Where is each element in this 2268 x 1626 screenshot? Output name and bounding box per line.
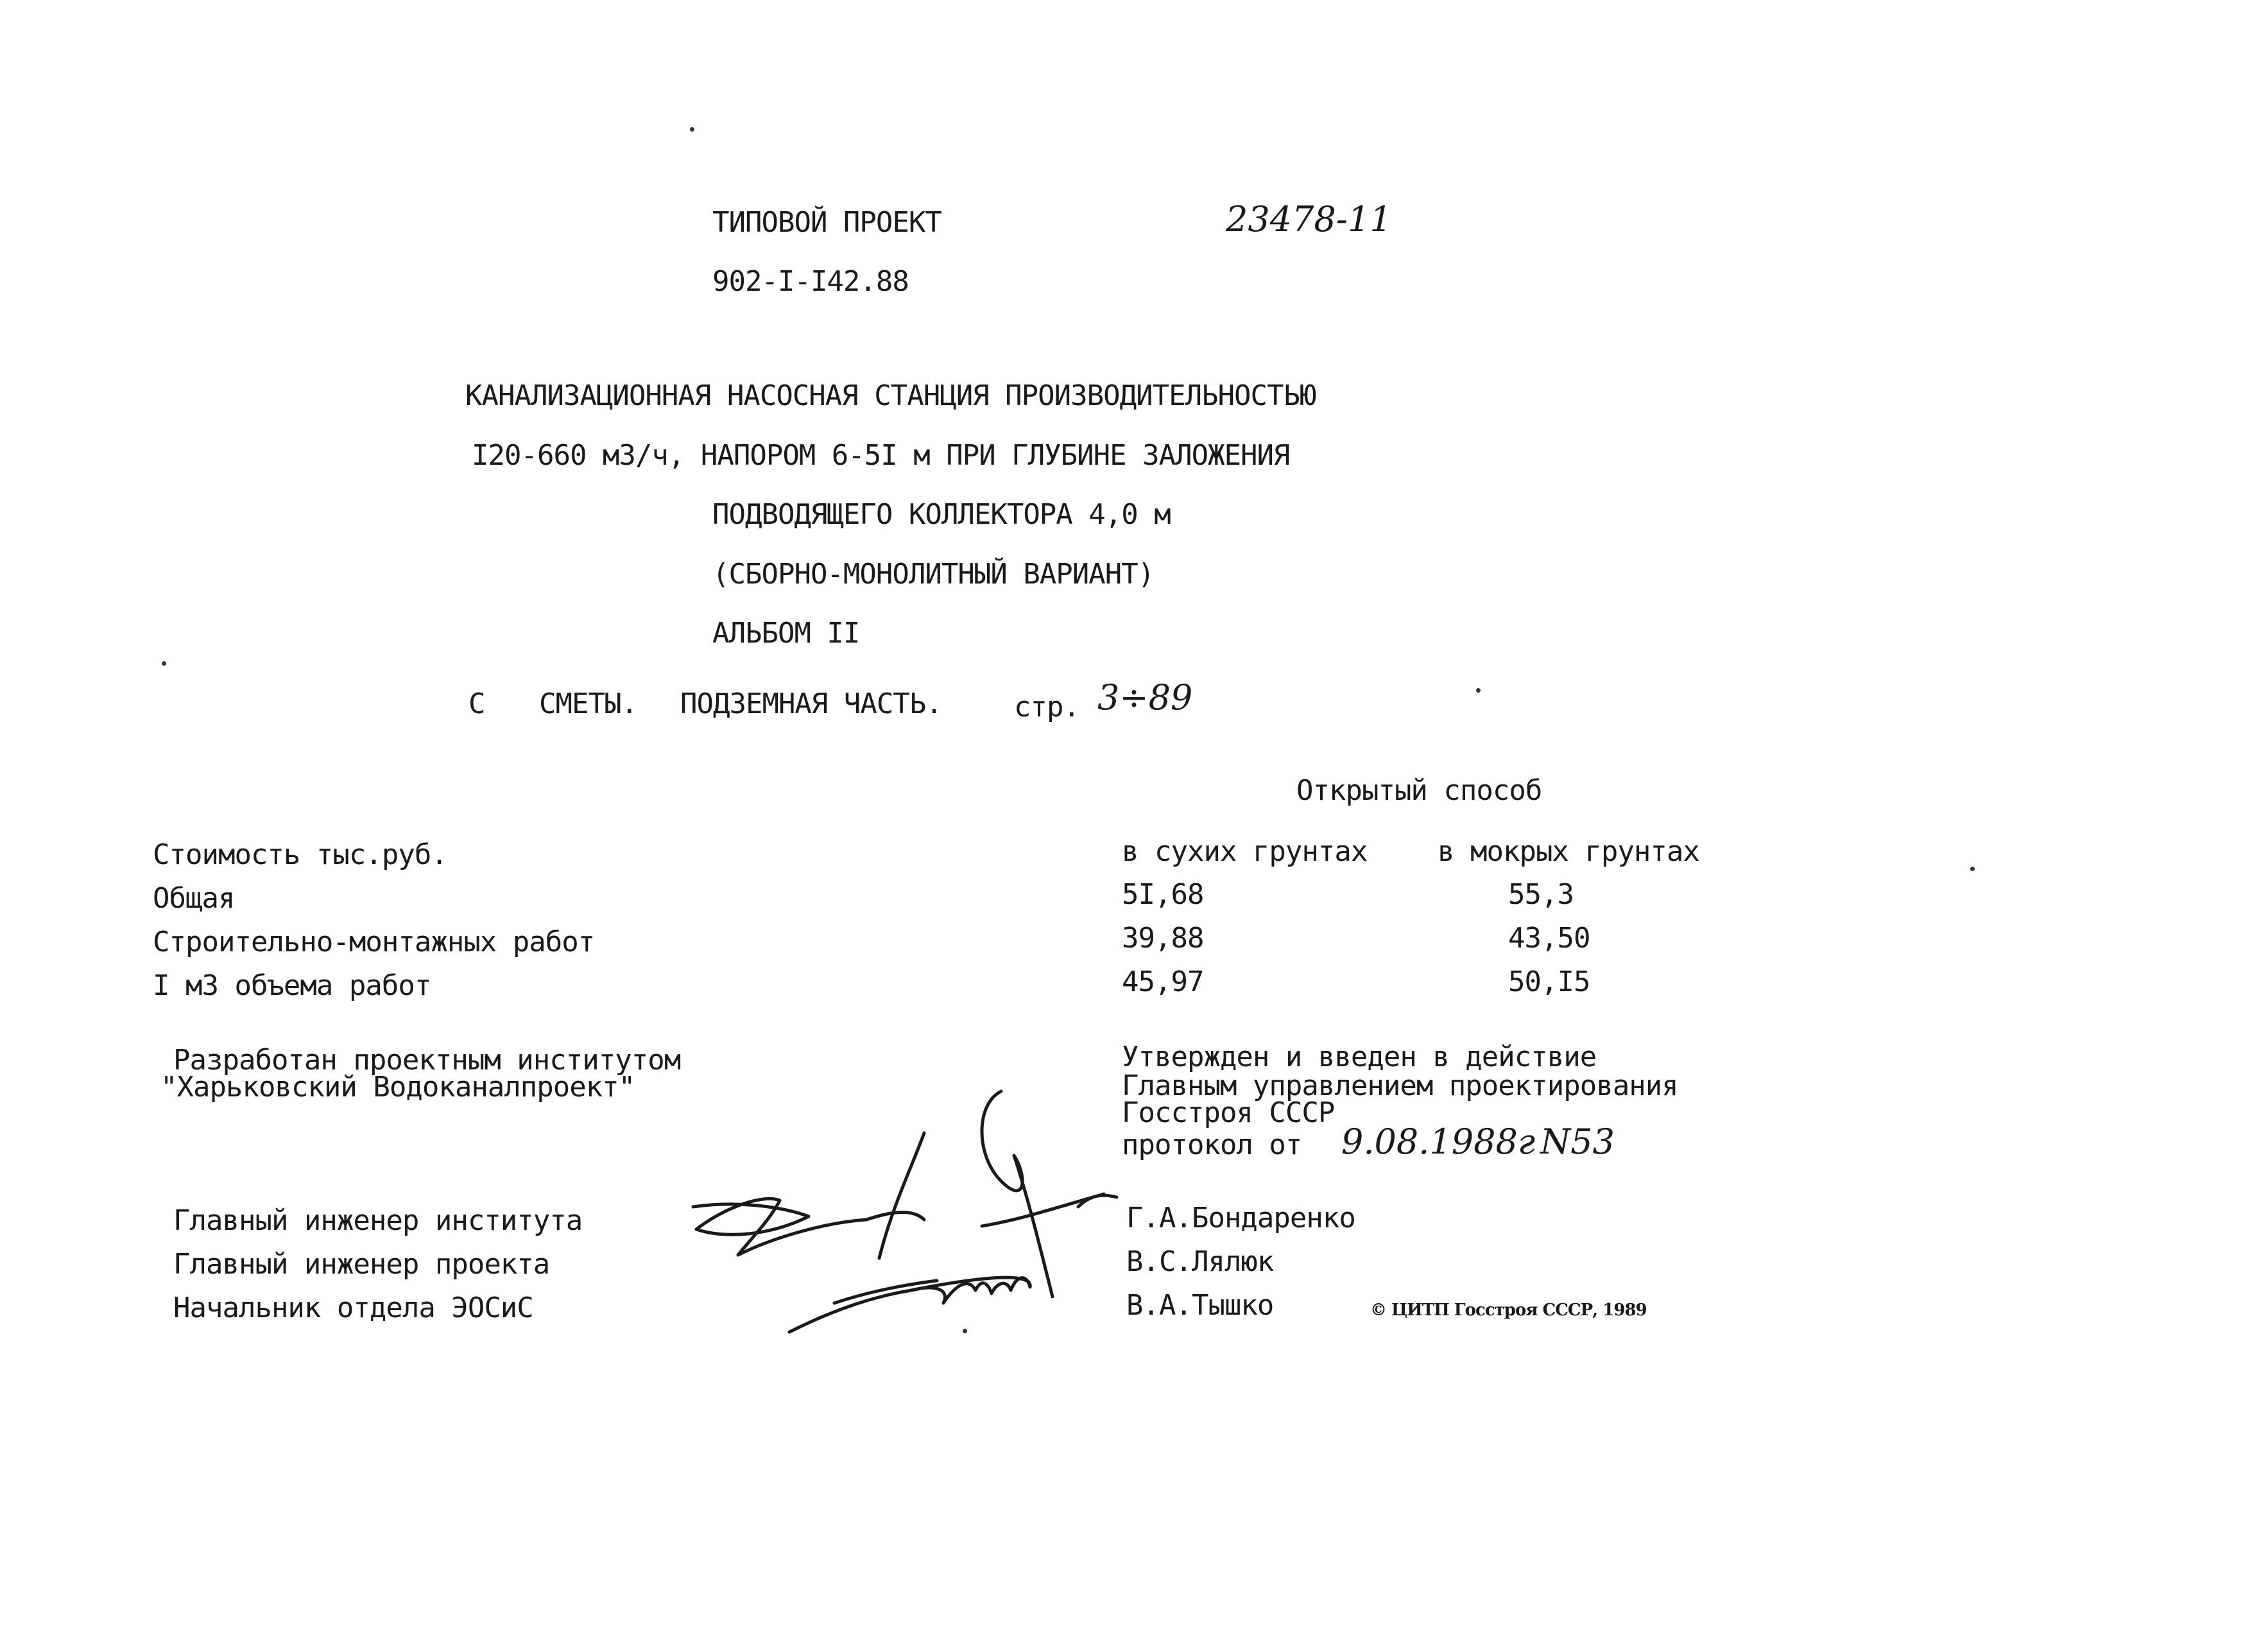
- signatory-position: Главный инженер института: [173, 1204, 583, 1237]
- cost-row-wet: 55,3: [1508, 878, 1574, 911]
- handwritten-doc-id: 23478-11: [1226, 199, 1392, 239]
- cost-row-wet: 50,I5: [1508, 965, 1590, 998]
- method-header: Открытый способ: [1296, 774, 1542, 807]
- scan-speck: [690, 127, 694, 132]
- section-part: ПОДЗЕМНАЯ ЧАСТЬ.: [680, 688, 942, 720]
- approval-line-2: Главным управлением проектирования: [1122, 1069, 1678, 1102]
- cost-row-header: Стоимость тыс.руб.: [153, 838, 447, 871]
- title-line-3: ПОДВОДЯЩЕГО КОЛЛЕКТОРА 4,0 м: [712, 498, 1171, 531]
- signature-chief-engineer-2: [879, 1133, 924, 1258]
- scan-speck: [1476, 688, 1481, 693]
- cost-row-dry: 39,88: [1122, 922, 1204, 955]
- scan-speck: [162, 661, 166, 666]
- cost-row-wet: 43,50: [1508, 922, 1590, 955]
- signatory-position: Начальник отдела ЭОСиС: [173, 1292, 533, 1324]
- signatory-name: В.С.Лялюк: [1126, 1245, 1274, 1278]
- signature-department-head: [789, 1277, 1030, 1332]
- approval-line-3: Госстроя СССР: [1122, 1096, 1335, 1129]
- protocol-number: N53: [1540, 1121, 1615, 1162]
- doc-number: 902-I-I42.88: [712, 265, 909, 298]
- pages-label: стр.: [1014, 691, 1079, 723]
- approval-line-1: Утвержден и введен в действие: [1122, 1041, 1597, 1073]
- signature-project-engineer: [982, 1091, 1117, 1297]
- signatory-name: В.А.Тышко: [1126, 1289, 1274, 1322]
- copyright-note: © ЦИТП Госстроя СССР, 1989: [1370, 1301, 1647, 1320]
- cost-row-dry: 5I,68: [1122, 878, 1204, 911]
- title-line-4: (СБОРНО-МОНОЛИТНЫЙ ВАРИАНТ): [712, 558, 1155, 591]
- title-line-2: I20-660 м3/ч, НАПОРОМ 6-5I м ПРИ ГЛУБИНЕ ЗАЛОЖЕНИЯ: [472, 439, 1290, 472]
- cost-row-label: Общая: [153, 882, 235, 915]
- protocol-label: протокол от: [1122, 1129, 1302, 1161]
- col-dry-header: в сухих грунтах: [1122, 835, 1368, 868]
- cost-row-dry: 45,97: [1122, 965, 1204, 998]
- section-letter: С: [468, 688, 485, 720]
- cost-row-label: I м3 объема работ: [153, 969, 431, 1002]
- title-line-1: КАНАЛИЗАЦИОННАЯ НАСОСНАЯ СТАНЦИЯ ПРОИЗВОДИТЕЛЬНОСТЬЮ: [465, 379, 1316, 412]
- developer-line-2: "Харьковский Водоканалпроект": [160, 1071, 635, 1103]
- col-wet-header: в мокрых грунтах: [1438, 835, 1699, 868]
- scan-speck: [1970, 867, 1975, 871]
- pages-value: 3÷89: [1097, 677, 1193, 718]
- signatory-position: Главный инженер проекта: [173, 1248, 550, 1281]
- album-label: АЛЬБОМ II: [712, 617, 860, 650]
- doc-type: ТИПОВОЙ ПРОЕКТ: [712, 206, 941, 239]
- protocol-date: 9.08.1988г: [1341, 1121, 1536, 1162]
- scan-speck: [963, 1329, 967, 1333]
- signatory-name: Г.А.Бондаренко: [1126, 1202, 1355, 1234]
- section-name: СМЕТЫ.: [539, 688, 637, 720]
- cost-row-label: Строительно-монтажных работ: [153, 926, 595, 958]
- developer-line-1: Разработан проектным институтом: [173, 1044, 681, 1077]
